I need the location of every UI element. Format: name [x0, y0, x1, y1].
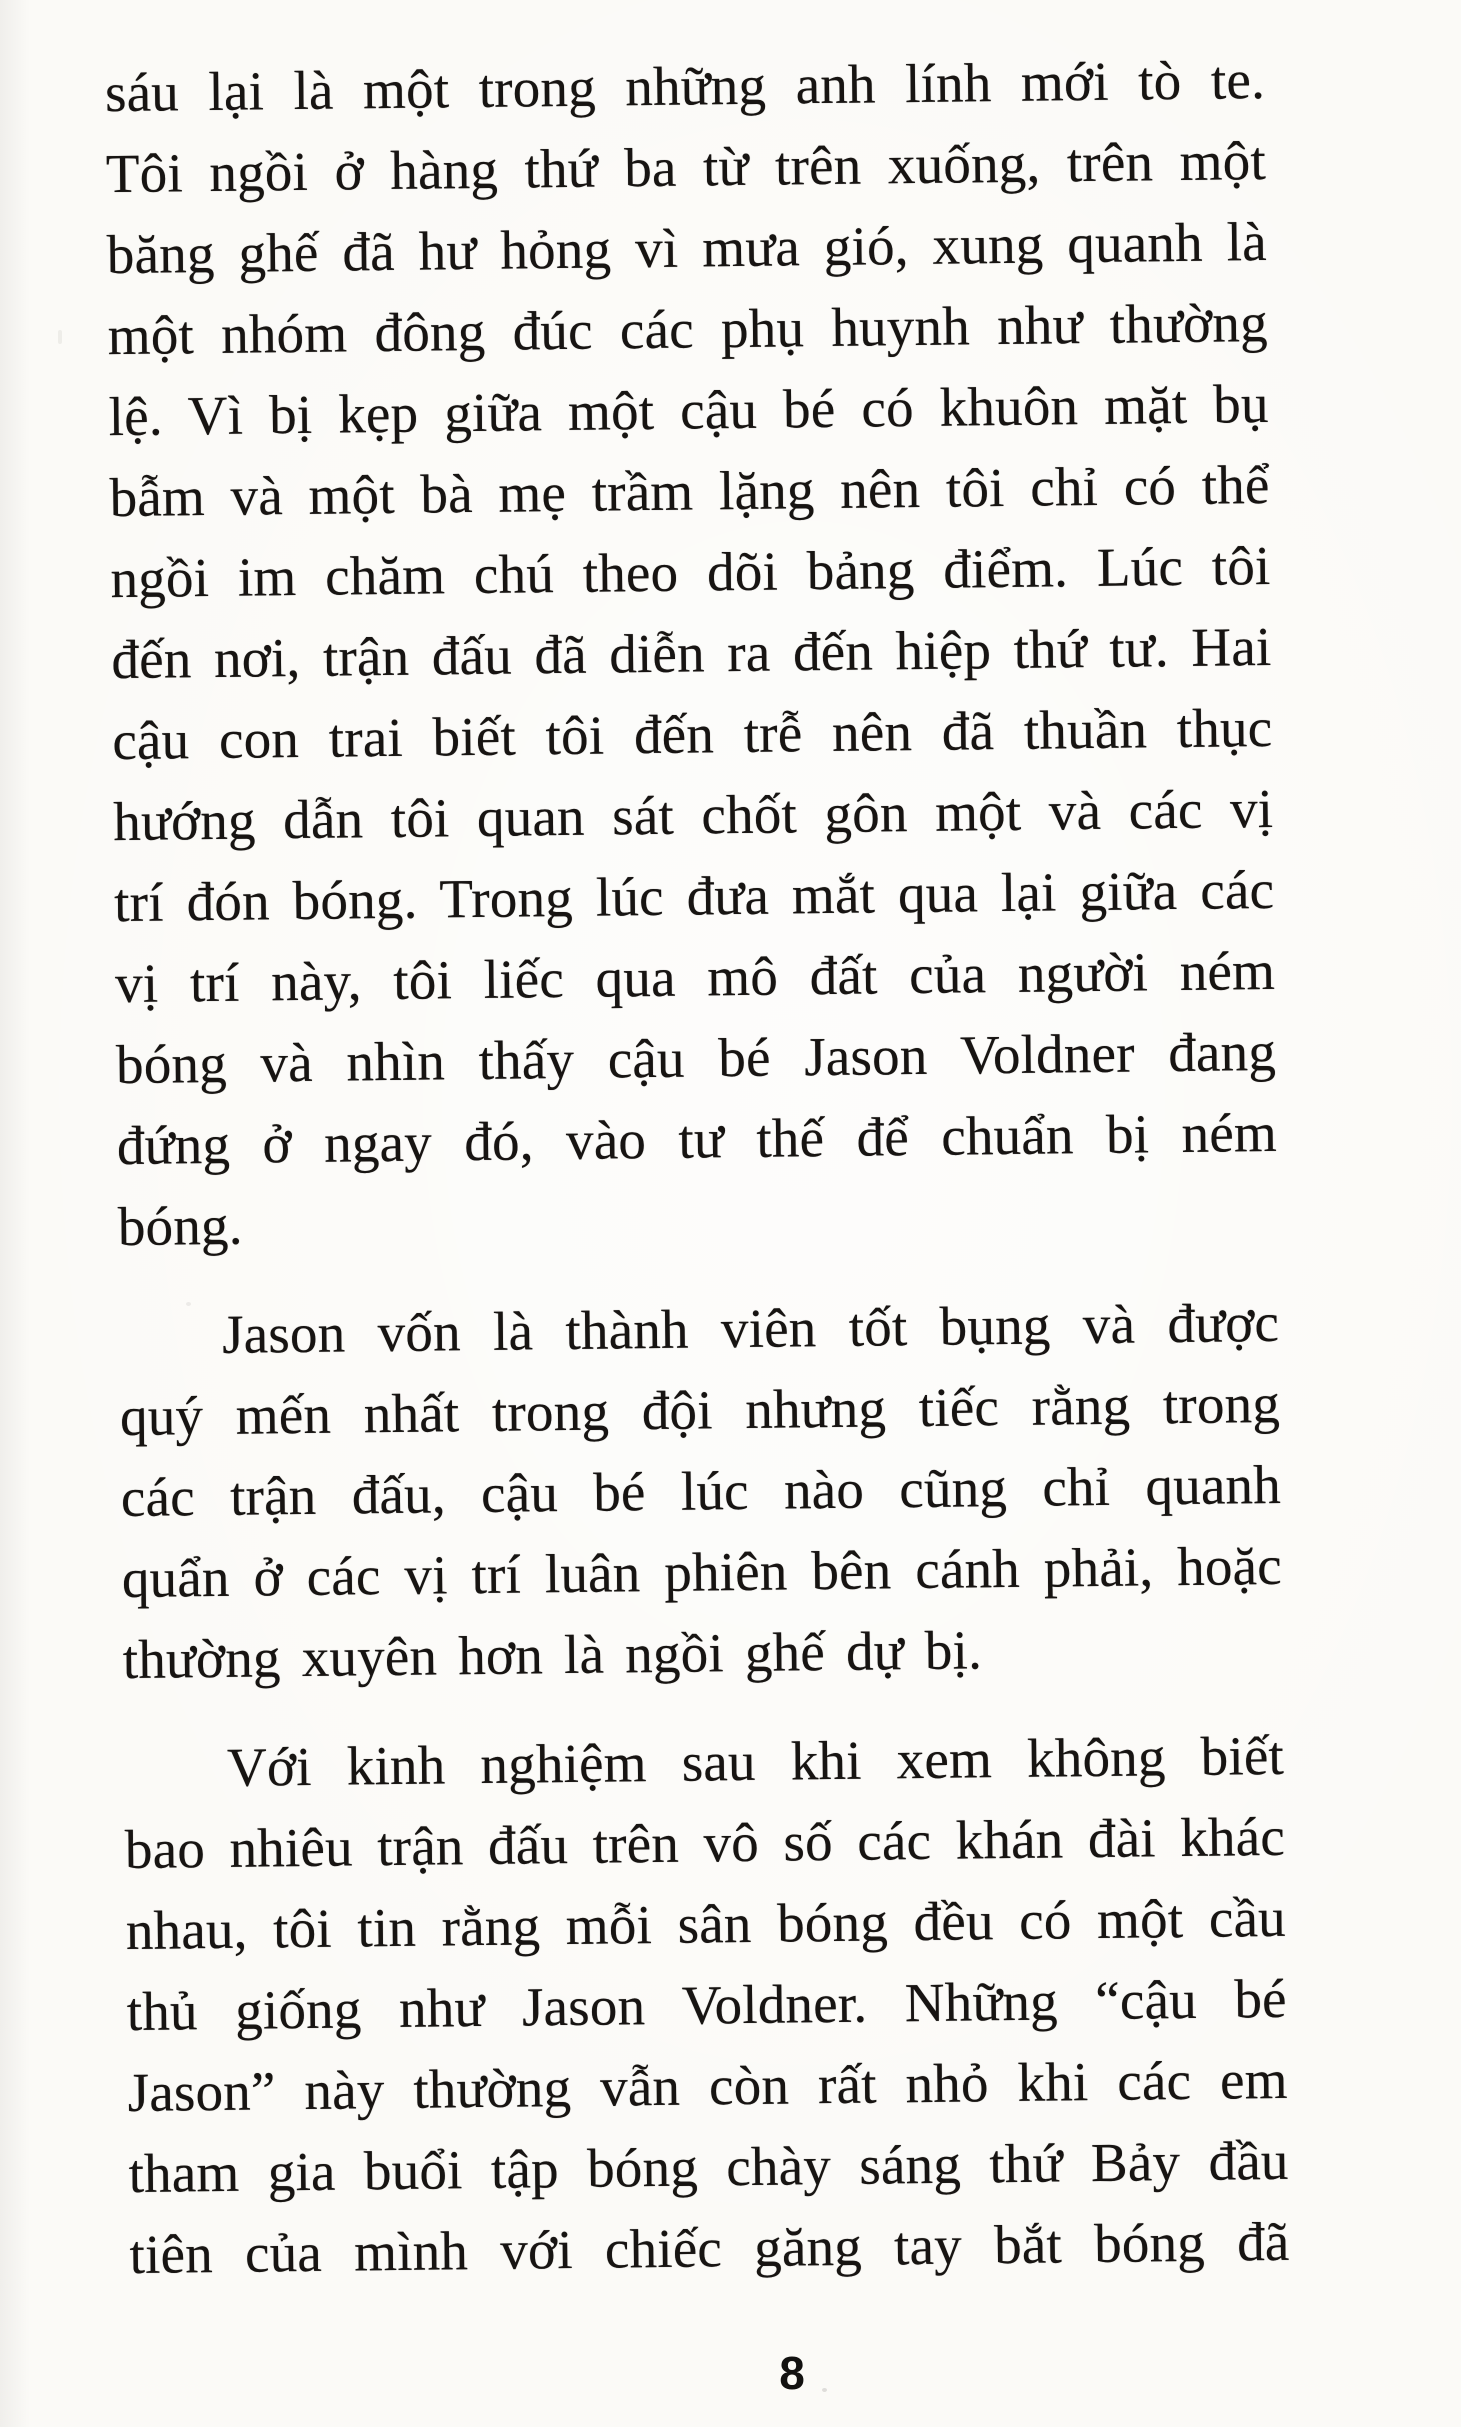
- paragraph: Jason vốn là thành viên tốt bụng và được quý mến nhất trong đội nhưng tiếc rằng trong các trận đấu, cậu bé lúc nào cũng chỉ quanh quẩn ở các vị trí luân phiên bên cánh phải, hoặc thường xuyên hơn là ngồi ghế dự bị.: [119, 1291, 1283, 1691]
- text-column: [105, 39, 1290, 2295]
- scan-streak: [58, 330, 62, 344]
- paragraph: sáu lại là một trong những anh lính mới tò te. Tôi ngồi ở hàng thứ ba từ trên xuống, trên một băng ghế đã hư hỏng vì mưa gió, xung quanh là một nhóm đông đúc các phụ huynh như thường lệ. Vì bị kẹp giữa một cậu bé có khuôn mặt bụ bẫm và một bà mẹ trầm lặng nên tôi chỉ có thể ngồi im chăm chú theo dõi bảng điểm. Lúc tôi đến nơi, trận đấu đã diễn ra đến hiệp thứ tư. Hai cậu con trai biết tôi đến trễ nên đã thuần thục hướng dẫn tôi quan sát chốt gôn một và các vị trí đón bóng. Trong lúc đưa mắt qua lại giữa các vị trí này, tôi liếc qua mô đất của người ném bóng và nhìn thấy cậu bé Jason Voldner đang đứng ở ngay đó, vào tư thế để chuẩn bị ném bóng.: [104, 48, 1278, 1258]
- scan-speck: [822, 2388, 827, 2392]
- scan-edge-shade: [0, 0, 30, 2427]
- paragraph: Với kinh nghiệm sau khi xem không biết bao nhiêu trận đấu trên vô số các khán đài khác nhau, tôi tin rằng mỗi sân bóng đều có một cầu thủ giống như Jason Voldner. Những “cậu bé Jason” này thường vẫn còn rất nhỏ khi các em tham gia buổi tập bóng chày sáng thứ Bảy đầu tiên của mình với chiếc găng tay bắt bóng đã: [124, 1724, 1290, 2286]
- page-number: 8: [779, 2347, 805, 2399]
